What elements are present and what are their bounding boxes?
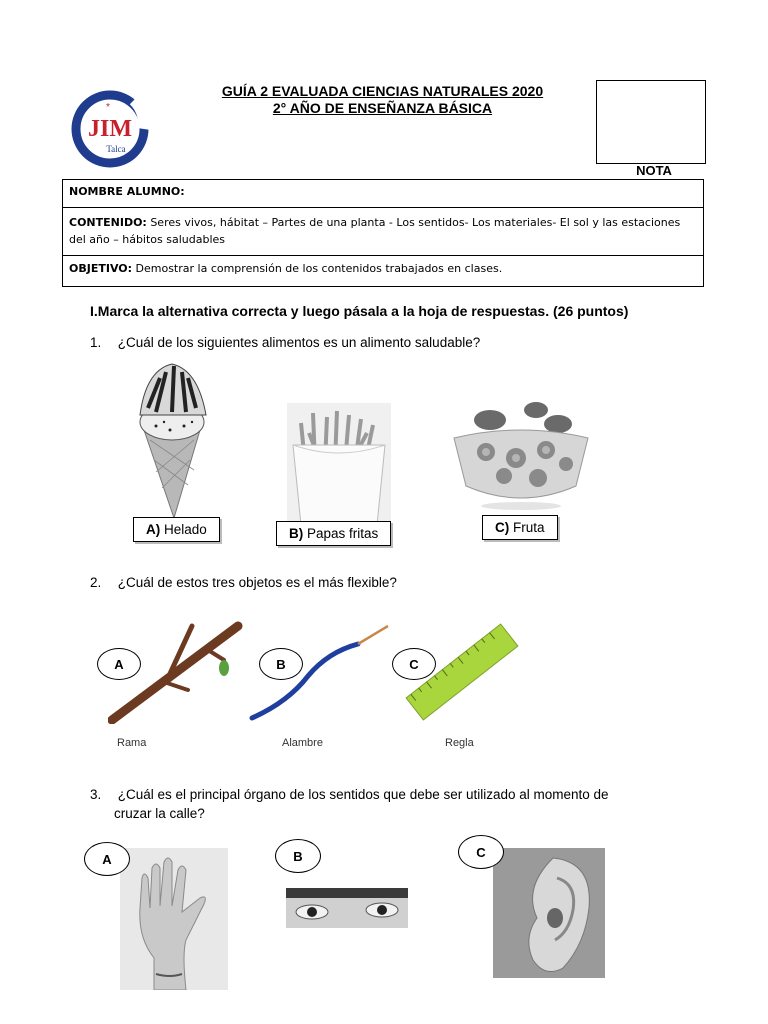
question-number: 3. xyxy=(90,787,102,802)
ear-image xyxy=(493,848,605,978)
nota-box[interactable] xyxy=(596,80,706,164)
objetivo-text: Demostrar la comprensión de los contenidos trabajados en clases. xyxy=(135,262,503,275)
wire-image xyxy=(248,624,392,722)
option-b-circle-q3[interactable]: B xyxy=(275,839,321,873)
logo-text: JIM xyxy=(88,116,132,142)
nota-label: NOTA xyxy=(636,163,672,178)
question-1 xyxy=(90,333,480,352)
french-fries-image xyxy=(287,403,391,525)
question-3-line2: cruzar la calle? xyxy=(114,806,205,821)
question-number: 2. xyxy=(90,575,102,590)
logo-subtext: Talca xyxy=(106,144,126,154)
contenido-text: Seres vivos, hábitat – Partes de una planta - Los sentidos- Los materiales- El sol y las estaciones del año – hábitos saludables xyxy=(69,216,681,246)
question-2 xyxy=(90,573,397,592)
page-title: GUÍA 2 EVALUADA CIENCIAS NATURALES 2020 xyxy=(221,83,544,99)
svg-text:*: * xyxy=(106,102,110,113)
option-c-circle[interactable]: C xyxy=(392,648,436,680)
student-info-table xyxy=(62,179,704,287)
school-logo xyxy=(64,88,160,170)
ruler-image xyxy=(402,622,520,722)
contenido-row xyxy=(63,208,703,256)
caption-alambre: Alambre xyxy=(282,737,323,749)
objetivo-label: OBJETIVO: xyxy=(69,262,133,275)
option-c-circle-q3[interactable]: C xyxy=(458,835,504,869)
question-text: ¿Cuál de estos tres objetos es el más flexible? xyxy=(117,575,397,590)
instruction-text: I.Marca la alternativa correcta y luego pásala a la hoja de respuestas. (26 puntos) xyxy=(90,303,629,319)
contenido-label: CONTENIDO: xyxy=(69,216,147,229)
logo-emblem xyxy=(64,88,160,170)
branch-image xyxy=(108,620,246,724)
option-b-circle[interactable]: B xyxy=(259,648,303,680)
eyes-image xyxy=(286,888,408,928)
caption-rama: Rama xyxy=(117,737,147,749)
page-subtitle: 2° AÑO DE ENSEÑANZA BÁSICA xyxy=(272,100,493,116)
nombre-row[interactable] xyxy=(63,180,703,208)
fruit-bowl-image xyxy=(446,394,596,512)
option-a-circle-q3[interactable]: A xyxy=(84,842,130,876)
option-a-helado[interactable]: A) Helado xyxy=(133,517,220,542)
hand-image xyxy=(120,848,228,990)
question-3 xyxy=(90,785,609,804)
option-b-papas-fritas[interactable]: B) Papas fritas xyxy=(276,521,391,546)
option-c-fruta[interactable]: C) Fruta xyxy=(482,515,558,540)
ice-cream-image xyxy=(126,360,218,520)
caption-regla: Regla xyxy=(445,737,474,749)
question-text: ¿Cuál de los siguientes alimentos es un alimento saludable? xyxy=(117,335,481,350)
option-a-circle[interactable]: A xyxy=(97,648,141,680)
nombre-label: NOMBRE ALUMNO: xyxy=(69,185,185,198)
question-number: 1. xyxy=(90,335,102,350)
question-text-line1: ¿Cuál es el principal órgano de los sentidos que debe ser utilizado al momento de xyxy=(117,787,609,802)
objetivo-row xyxy=(63,256,703,286)
